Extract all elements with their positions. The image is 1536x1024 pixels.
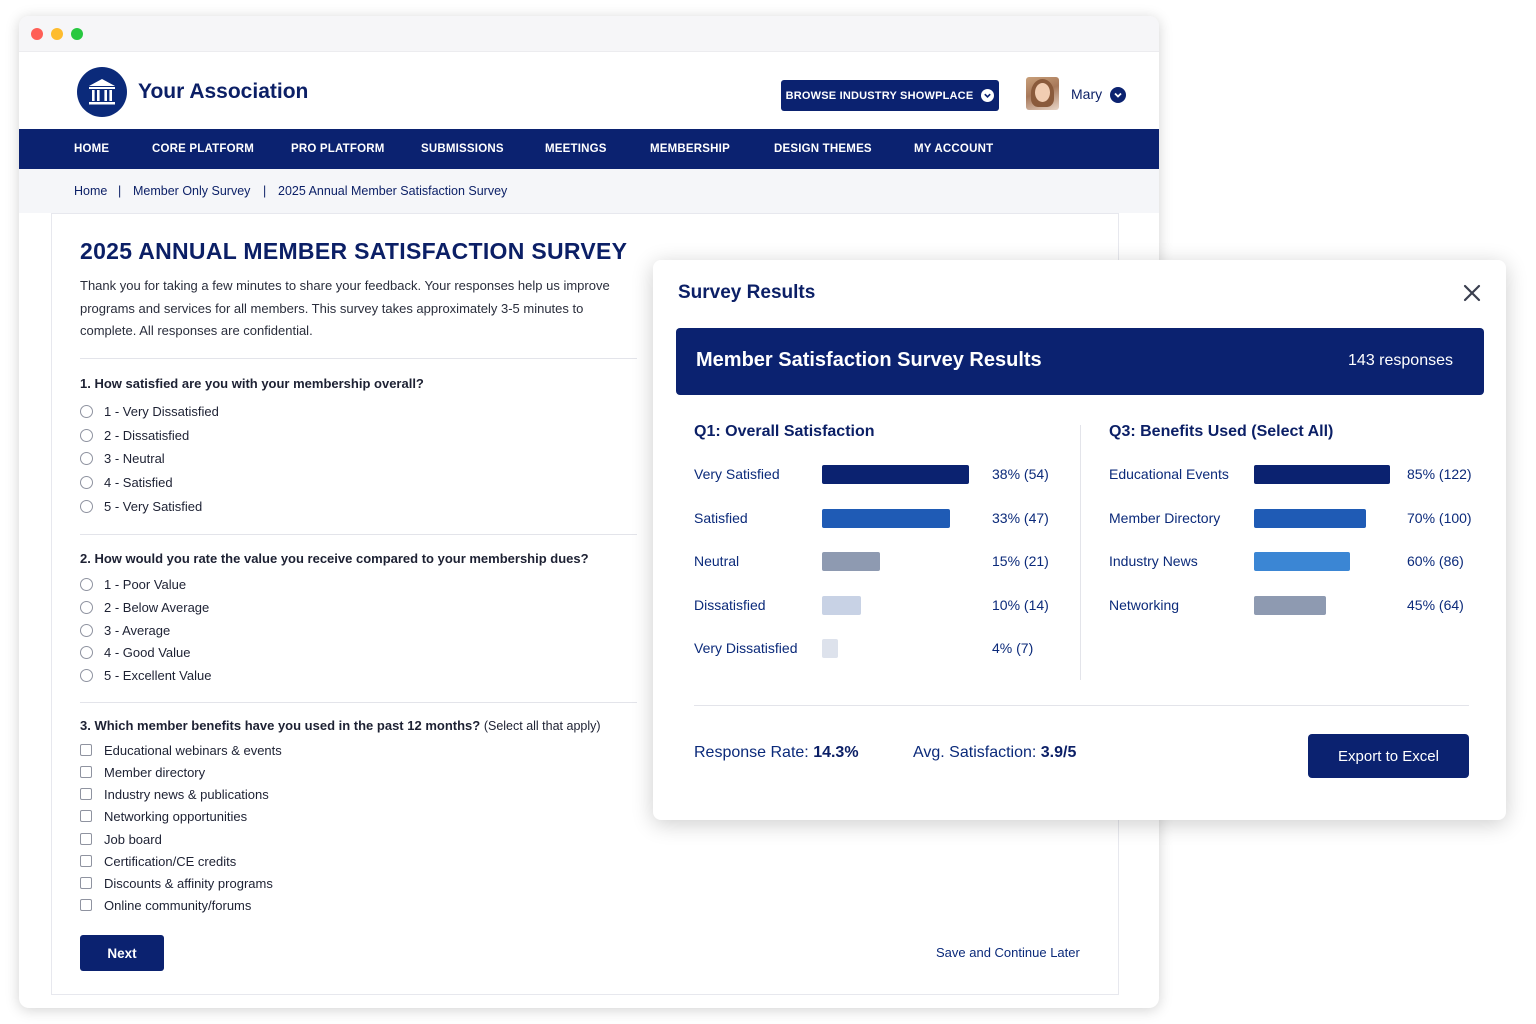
checkbox[interactable] bbox=[80, 744, 92, 756]
main-nav bbox=[19, 129, 1159, 169]
q3-row-value: 70% (100) bbox=[1407, 509, 1472, 526]
divider bbox=[80, 534, 637, 535]
radio-button[interactable] bbox=[80, 452, 93, 465]
browser-titlebar bbox=[19, 16, 1159, 52]
q3-option-4[interactable] bbox=[80, 807, 247, 825]
q3-bar bbox=[1254, 552, 1350, 571]
option-label: Networking opportunities bbox=[104, 808, 248, 824]
q1-row-label: Satisfied bbox=[694, 509, 748, 526]
q1-bar bbox=[822, 509, 950, 528]
next-button[interactable]: Next bbox=[80, 935, 164, 971]
q1-row-label: Neutral bbox=[694, 553, 740, 569]
user-name[interactable]: Mary bbox=[1071, 86, 1103, 102]
option-label: 1 - Poor Value bbox=[104, 576, 187, 592]
q1-row-value: 4% (7) bbox=[992, 640, 1034, 656]
checkbox[interactable] bbox=[80, 788, 92, 800]
minimize-window-icon[interactable] bbox=[51, 28, 63, 40]
q1-bar bbox=[822, 596, 861, 615]
close-icon[interactable] bbox=[1461, 282, 1483, 304]
q1-results-title: Q1: Overall Satisfaction bbox=[694, 423, 875, 440]
q3-option-8[interactable] bbox=[80, 896, 251, 914]
q3-row-label: Networking bbox=[1109, 596, 1180, 613]
nav-design-themes[interactable]: DESIGN THEMES bbox=[774, 143, 872, 155]
option-label: 5 - Very Satisfied bbox=[104, 498, 203, 514]
divider bbox=[80, 358, 637, 359]
divider bbox=[694, 705, 1469, 706]
avg-satisfaction-label: Avg. Satisfaction: bbox=[913, 744, 1037, 761]
option-label: Educational webinars & events bbox=[104, 742, 282, 758]
response-rate-label: Response Rate: bbox=[694, 744, 809, 761]
banner-title: Member Satisfaction Survey Results bbox=[696, 349, 1042, 371]
page-title: 2025 ANNUAL MEMBER SATISFACTION SURVEY bbox=[80, 238, 628, 264]
nav-pro-platform[interactable]: PRO PLATFORM bbox=[291, 143, 385, 155]
q3-row-label: Member Directory bbox=[1109, 509, 1221, 526]
chevron-down-icon bbox=[981, 89, 994, 102]
option-label: 4 - Satisfied bbox=[104, 474, 173, 490]
q3-row-label: Educational Events bbox=[1109, 466, 1229, 482]
question-3-text: 3. Which member benefits have you used in the past 12 months? bbox=[80, 718, 481, 733]
q1-option-5[interactable] bbox=[80, 497, 202, 515]
q1-row-value: 33% (47) bbox=[992, 509, 1049, 526]
q1-row-value: 38% (54) bbox=[992, 466, 1049, 482]
results-banner bbox=[676, 328, 1484, 395]
nav-core-platform[interactable]: CORE PLATFORM bbox=[152, 143, 255, 155]
checkbox[interactable] bbox=[80, 877, 92, 889]
breadcrumb bbox=[19, 169, 1159, 213]
q2-option-4[interactable] bbox=[80, 643, 190, 661]
q1-bar bbox=[822, 639, 838, 658]
q2-option-2[interactable] bbox=[80, 598, 209, 616]
option-label: Industry news & publications bbox=[104, 786, 269, 802]
q2-option-1[interactable] bbox=[80, 575, 186, 593]
breadcrumb-member-survey[interactable]: Member Only Survey bbox=[133, 184, 251, 198]
survey-results-modal bbox=[653, 260, 1506, 820]
checkbox[interactable] bbox=[80, 899, 92, 911]
q3-option-2[interactable] bbox=[80, 763, 205, 781]
save-continue-link[interactable]: Save and Continue Later bbox=[936, 945, 1080, 960]
q3-option-7[interactable] bbox=[80, 874, 273, 892]
q3-option-6[interactable] bbox=[80, 852, 236, 870]
q3-option-1[interactable] bbox=[80, 741, 282, 759]
option-label: Job board bbox=[104, 831, 162, 847]
q1-option-2[interactable] bbox=[80, 426, 189, 444]
association-logo-icon[interactable] bbox=[77, 67, 127, 117]
checkbox[interactable] bbox=[80, 766, 92, 778]
q3-bar bbox=[1254, 596, 1326, 615]
option-label: 2 - Dissatisfied bbox=[104, 427, 190, 443]
option-label: Discounts & affinity programs bbox=[104, 875, 273, 891]
radio-button[interactable] bbox=[80, 429, 93, 442]
option-label: 5 - Excellent Value bbox=[104, 667, 212, 683]
q3-option-5[interactable] bbox=[80, 830, 162, 848]
q3-results-title: Q3: Benefits Used (Select All) bbox=[1109, 423, 1334, 440]
option-label: 3 - Neutral bbox=[104, 450, 165, 466]
q1-option-4[interactable] bbox=[80, 473, 173, 491]
question-3-subtitle: (Select all that apply) bbox=[483, 719, 601, 733]
option-label: 4 - Good Value bbox=[104, 644, 191, 660]
user-avatar[interactable] bbox=[1026, 77, 1059, 110]
modal-title: Survey Results bbox=[678, 282, 816, 303]
checkbox[interactable] bbox=[80, 810, 92, 822]
maximize-window-icon[interactable] bbox=[71, 28, 83, 40]
site-header bbox=[19, 53, 1159, 129]
q1-row-value: 10% (14) bbox=[992, 596, 1049, 613]
q1-bar bbox=[822, 465, 969, 484]
breadcrumb-separator: | bbox=[118, 184, 122, 198]
breadcrumb-current: 2025 Annual Member Satisfaction Survey bbox=[278, 184, 508, 198]
export-excel-button[interactable]: Export to Excel bbox=[1308, 734, 1469, 778]
avg-satisfaction bbox=[913, 744, 1076, 762]
option-label: 3 - Average bbox=[104, 622, 171, 638]
survey-intro: Thank you for taking a few minutes to share your feedback. Your responses help us improve programs and services for all members. This survey takes approximately 3-5 minutes to complete. All responses are confidential. bbox=[80, 278, 610, 338]
q1-row-label: Dissatisfied bbox=[694, 596, 766, 613]
q1-row-value: 15% (21) bbox=[992, 553, 1049, 569]
divider bbox=[80, 702, 637, 703]
question-2-title: 2. How would you rate the value you receive compared to your membership dues? bbox=[80, 551, 589, 566]
column-divider bbox=[1080, 425, 1081, 680]
question-1-title: 1. How satisfied are you with your membership overall? bbox=[80, 376, 424, 391]
nav-my-account[interactable]: MY ACCOUNT bbox=[914, 143, 994, 155]
radio-button[interactable] bbox=[80, 669, 93, 682]
user-menu-chevron-icon[interactable] bbox=[1110, 87, 1126, 103]
option-label: Certification/CE credits bbox=[104, 853, 237, 869]
nav-membership[interactable]: MEMBERSHIP bbox=[650, 143, 730, 155]
breadcrumb-home[interactable]: Home bbox=[74, 184, 108, 198]
q1-row-label: Very Dissatisfied bbox=[694, 640, 798, 656]
radio-button[interactable] bbox=[80, 500, 93, 513]
q3-bar bbox=[1254, 465, 1390, 484]
option-label: Online community/forums bbox=[104, 897, 252, 913]
option-label: 1 - Very Dissatisfied bbox=[104, 403, 219, 419]
breadcrumb-separator: | bbox=[263, 184, 267, 198]
close-window-icon[interactable] bbox=[31, 28, 43, 40]
browse-showplace-label: BROWSE INDUSTRY SHOWPLACE bbox=[785, 89, 974, 102]
radio-button[interactable] bbox=[80, 405, 93, 418]
building-icon bbox=[85, 75, 119, 109]
question-3-title bbox=[80, 718, 601, 733]
checkbox[interactable] bbox=[80, 833, 92, 845]
nav-meetings[interactable]: MEETINGS bbox=[545, 143, 607, 155]
radio-button[interactable] bbox=[80, 601, 93, 614]
brand-name[interactable]: Your Association bbox=[138, 80, 309, 103]
option-label: Member directory bbox=[104, 764, 206, 780]
radio-button[interactable] bbox=[80, 578, 93, 591]
q2-option-3[interactable] bbox=[80, 621, 170, 639]
q1-option-1[interactable] bbox=[80, 402, 219, 420]
q1-bar bbox=[822, 552, 880, 571]
checkbox[interactable] bbox=[80, 855, 92, 867]
radio-button[interactable] bbox=[80, 476, 93, 489]
option-label: 2 - Below Average bbox=[104, 599, 210, 615]
q3-bar bbox=[1254, 509, 1366, 528]
radio-button[interactable] bbox=[80, 624, 93, 637]
q3-option-3[interactable] bbox=[80, 785, 269, 803]
nav-home[interactable]: HOME bbox=[74, 143, 110, 155]
radio-button[interactable] bbox=[80, 646, 93, 659]
response-rate-value: 14.3% bbox=[813, 744, 859, 761]
nav-submissions[interactable]: SUBMISSIONS bbox=[421, 143, 504, 155]
q3-row-label: Industry News bbox=[1109, 553, 1198, 569]
q1-option-3[interactable] bbox=[80, 449, 165, 467]
q1-row-label: Very Satisfied bbox=[694, 466, 780, 482]
q3-row-value: 45% (64) bbox=[1407, 596, 1464, 613]
q3-row-value: 60% (86) bbox=[1407, 553, 1464, 569]
q2-option-5[interactable] bbox=[80, 666, 211, 684]
q3-row-value: 85% (122) bbox=[1407, 466, 1472, 482]
response-rate bbox=[694, 744, 859, 762]
response-count: 143 responses bbox=[1348, 352, 1453, 369]
browse-showplace-button[interactable] bbox=[781, 80, 999, 111]
avg-satisfaction-value: 3.9/5 bbox=[1040, 744, 1077, 761]
